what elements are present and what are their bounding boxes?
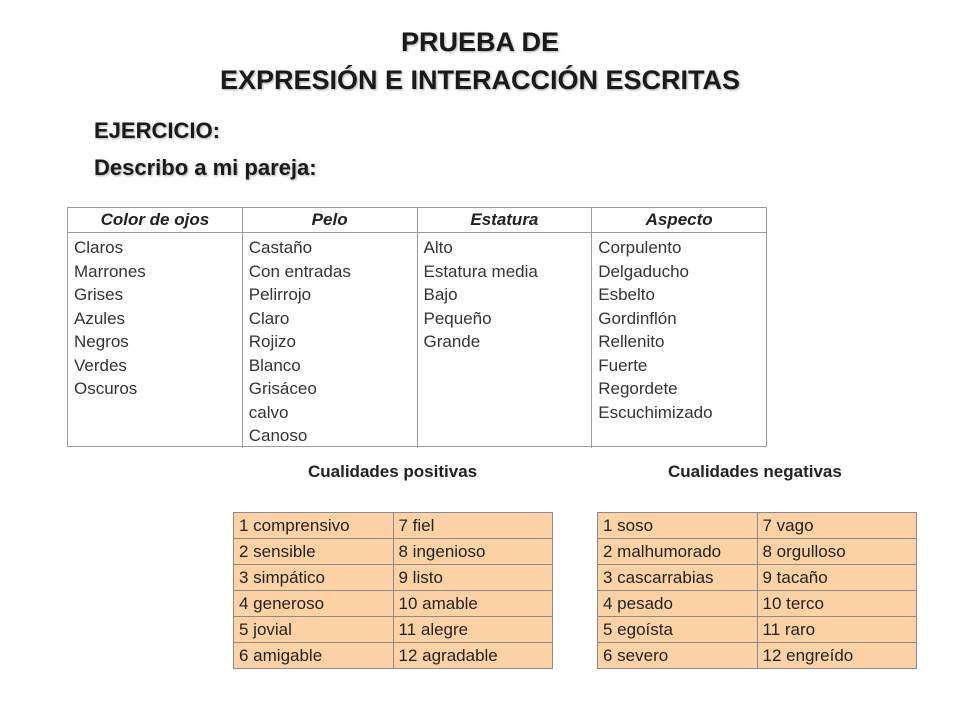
header-eye-color: Color de ojos xyxy=(68,208,243,232)
table-row xyxy=(598,513,917,539)
list-item: Rellenito xyxy=(598,332,665,351)
list-item: Esbelto xyxy=(598,285,655,304)
column-eye-color xyxy=(68,233,243,448)
table-cell: 9 listo xyxy=(393,565,553,591)
table-row xyxy=(234,643,553,669)
list-item: Pelirrojo xyxy=(248,285,312,304)
table-cell: 8 ingenioso xyxy=(393,539,553,565)
table-cell: 4 generoso xyxy=(234,591,394,617)
table-cell: 3 cascarrabias xyxy=(598,565,758,591)
list-item: Canoso xyxy=(248,426,308,445)
header-appearance: Aspecto xyxy=(645,210,713,229)
table-cell: 1 comprensivo xyxy=(234,513,394,539)
table-row xyxy=(234,539,553,565)
table-cell: 12 engreído xyxy=(757,643,917,669)
table-cell: 5 jovial xyxy=(234,617,394,643)
list-item: Bajo xyxy=(423,285,458,304)
list-item: Verdes xyxy=(74,355,127,375)
list-item: Negros xyxy=(74,332,129,351)
negative-qualities-table xyxy=(597,512,917,669)
table-cell: 7 vago xyxy=(757,513,917,539)
list-item: Oscuros xyxy=(74,379,138,398)
table-row xyxy=(598,565,917,591)
list-item: Claro xyxy=(248,308,290,328)
positive-qualities-table xyxy=(233,512,553,669)
table-row xyxy=(234,591,553,617)
table-cell: 4 pesado xyxy=(598,591,758,617)
list-item: Alto xyxy=(423,238,453,257)
list-item: Blanco xyxy=(248,355,301,375)
table-cell: 8 orgulloso xyxy=(757,539,917,565)
list-item: Escuchimizado xyxy=(598,402,713,422)
table-cell: 2 sensible xyxy=(234,539,394,565)
list-item: Grisáceo xyxy=(248,379,317,398)
table-cell: 2 malhumorado xyxy=(598,539,758,565)
list-item: Claros xyxy=(74,238,124,257)
column-appearance xyxy=(592,233,766,448)
list-item: Fuerte xyxy=(598,355,648,375)
list-item: Estatura media xyxy=(423,261,538,281)
table-cell: 1 soso xyxy=(598,513,758,539)
header-height: Estatura xyxy=(418,208,593,232)
table-row xyxy=(598,591,917,617)
list-item: Corpulento xyxy=(598,238,682,257)
table-row xyxy=(234,617,553,643)
page-title-line2: EXPRESIÓN E INTERACCIÓN ESCRITAS xyxy=(219,65,741,95)
table-cell: 6 amigable xyxy=(234,643,394,669)
description-table-header xyxy=(68,208,766,233)
table-cell: 10 amable xyxy=(393,591,553,617)
exercise-label: EJERCICIO: xyxy=(94,118,220,143)
column-height xyxy=(418,233,593,448)
list-item: Castaño xyxy=(248,238,313,257)
table-cell: 3 simpático xyxy=(234,565,394,591)
list-item: Grande xyxy=(423,332,481,351)
table-cell: 7 fiel xyxy=(393,513,553,539)
table-cell: 11 raro xyxy=(757,617,917,643)
table-cell: 10 terco xyxy=(757,591,917,617)
positive-qualities-title: Cualidades positivas xyxy=(308,462,478,481)
description-table xyxy=(67,207,767,447)
table-cell: 9 tacaño xyxy=(757,565,917,591)
list-item: Regordete xyxy=(598,379,678,398)
table-row xyxy=(598,539,917,565)
table-row xyxy=(598,617,917,643)
list-item: Pequeño xyxy=(423,308,492,328)
table-cell: 5 egoísta xyxy=(598,617,758,643)
list-item: Gordinflón xyxy=(598,308,677,328)
column-hair xyxy=(243,233,418,448)
list-item: Con entradas xyxy=(248,261,351,281)
header-hair: Pelo xyxy=(243,208,418,232)
list-item: Rojizo xyxy=(248,332,296,351)
table-cell: 12 agradable xyxy=(393,643,553,669)
exercise-instruction: Describo a mi pareja: xyxy=(94,155,317,180)
table-cell: 6 severo xyxy=(598,643,758,669)
table-row xyxy=(234,513,553,539)
table-row xyxy=(598,643,917,669)
table-row xyxy=(234,565,553,591)
list-item: calvo xyxy=(248,402,289,422)
list-item: Delgaducho xyxy=(598,261,689,281)
description-table-body xyxy=(68,233,766,448)
table-cell: 11 alegre xyxy=(393,617,553,643)
list-item: Marrones xyxy=(74,261,146,281)
negative-qualities-title: Cualidades negativas xyxy=(668,462,842,481)
list-item: Grises xyxy=(74,285,124,304)
list-item: Azules xyxy=(74,308,126,328)
page-title-line1: PRUEBA DE xyxy=(400,27,560,57)
